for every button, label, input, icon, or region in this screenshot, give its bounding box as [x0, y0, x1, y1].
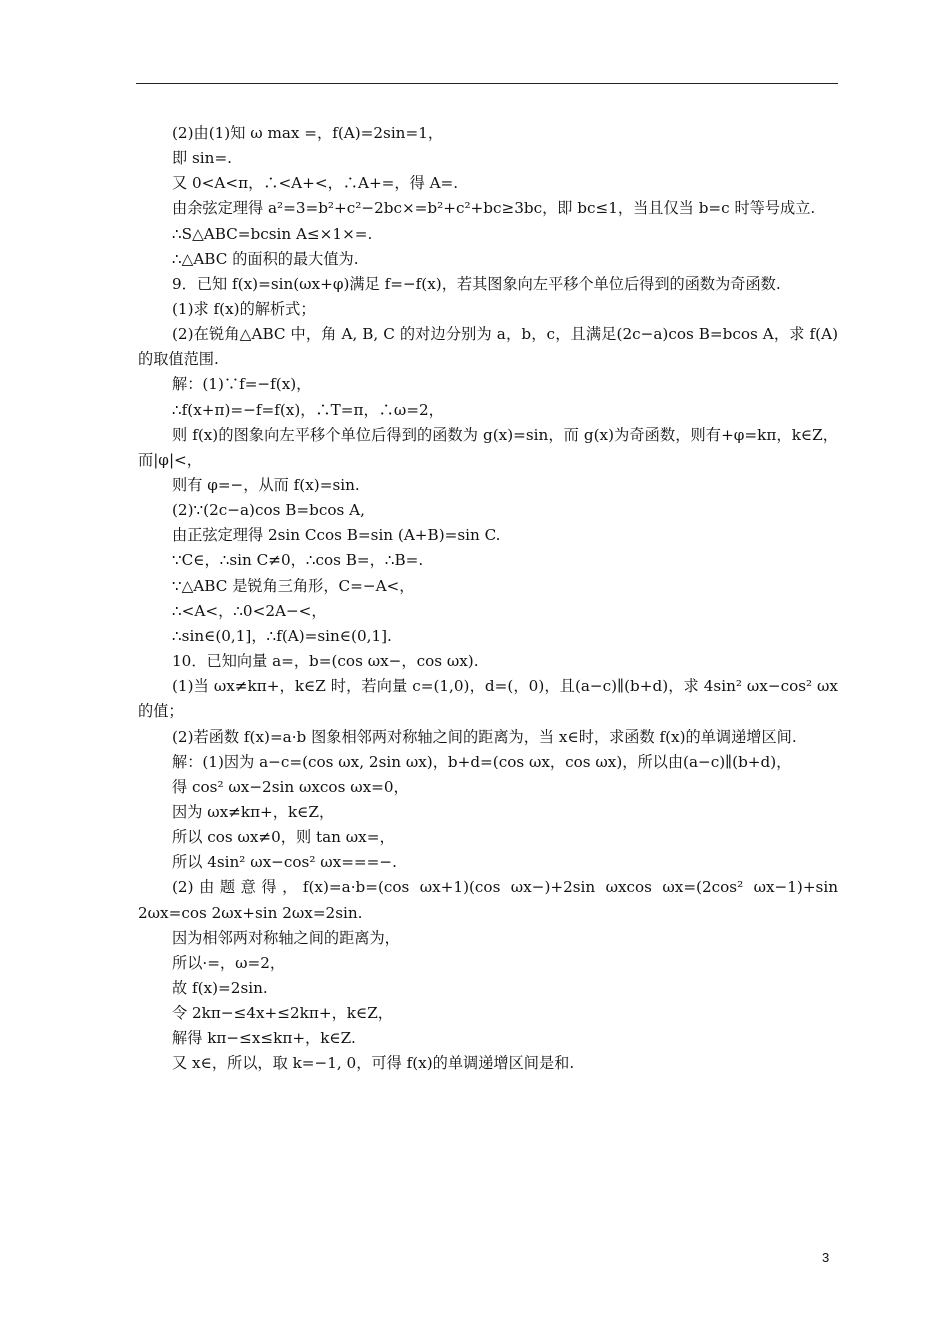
- text-line: ∵△ABC 是锐角三角形，C=−A<，: [172, 576, 415, 595]
- text-line: (2)∵(2c−a)cos B=bcos A,: [172, 501, 365, 520]
- text-line: 得 cos² ωx−2sin ωxcos ωx=0，: [172, 777, 409, 796]
- page-number: 3: [822, 1250, 830, 1265]
- text-line: ∴△ABC 的面积的最大值为.: [172, 249, 359, 268]
- text-line: 解得 kπ−≤x≤kπ+，k∈Z.: [172, 1029, 356, 1048]
- text-line: 所以 cos ωx≠0，则 tan ωx=，: [172, 828, 395, 847]
- text-line: ∴f(x+π)=−f=f(x)，∴T=π，∴ω=2，: [172, 400, 444, 419]
- solution-label: 解：(1)因为 a−c=(cos ωx, 2sin ωx)，b+d=(cos ωx，cos ωx)，所以由(a−c)∥(b+d)，: [172, 752, 792, 771]
- text-line: 由余弦定理得 a²=3=b²+c²−2bc×=b²+c²+bc≥3bc，即 bc≤1，当且仅当 b=c 时等号成立.: [172, 199, 816, 218]
- text-line: ∴sin∈(0,1]，∴f(A)=sin∈(0,1].: [172, 626, 392, 645]
- text-line: ∵C∈，∴sin C≠0，∴cos B=，∴B=.: [172, 551, 424, 570]
- problem-10-statement: 10．已知向量 a=，b=(cos ωx−，cos ωx).: [172, 652, 479, 671]
- text-line: 所以 4sin² ωx−cos² ωx===−.: [172, 853, 397, 872]
- text-line: 故 f(x)=2sin.: [172, 978, 268, 997]
- text-line: 则 f(x)的图象向左平移个单位后得到的函数为 g(x)=sin，而 g(x)为奇函数，则有+φ=kπ，k∈Z，而|φ|<，: [138, 425, 838, 469]
- text-line: 又 x∈，所以，取 k=−1, 0，可得 f(x)的单调递增区间是和.: [172, 1054, 575, 1073]
- text-line: 即 sin=.: [172, 149, 233, 168]
- text-line: 又 0<A<π，∴<A+<，∴A+=，得 A=.: [172, 174, 459, 193]
- text-line: 因为 ωx≠kπ+，k∈Z，: [172, 802, 335, 821]
- problem-9-statement: 9．已知 f(x)=sin(ωx+φ)满足 f=−f(x)，若其图象向左平移个单位后得到的函数为奇函数.: [172, 274, 781, 293]
- text-line: (2)由(1)知 ω max =，f(A)=2sin=1，: [172, 124, 444, 142]
- text-line: ∴<A<，∴0<2A−<，: [172, 601, 327, 620]
- solution-label: 解：(1)∵f=−f(x)，: [172, 375, 312, 394]
- text-line: 令 2kπ−≤4x+≤2kπ+，k∈Z，: [172, 1004, 393, 1023]
- text-line: (2)若函数 f(x)=a·b 图象相邻两对称轴之间的距离为，当 x∈时，求函数 f(x)的单调递增区间.: [172, 727, 797, 746]
- text-line: (2)由题意得，f(x)=a·b=(cos ωx+1)(cos ωx−)+2sin ωxcos ωx=(2cos² ωx−1)+sin 2ωx=cos 2ωx+sin 2ωx=2sin.: [138, 878, 838, 922]
- document-body: [138, 121, 838, 1077]
- text-line: (1)求 f(x)的解析式；: [172, 300, 316, 319]
- text-line: 由正弦定理得 2sin Ccos B=sin (A+B)=sin C.: [172, 526, 501, 545]
- text-line: 则有 φ=−，从而 f(x)=sin.: [172, 476, 360, 495]
- text-line: ∴S△ABC=bcsin A≤×1×=.: [172, 224, 373, 243]
- text-line: 因为相邻两对称轴之间的距离为，: [172, 928, 400, 947]
- text-line: (2)在锐角△ABC 中，角 A, B, C 的对边分别为 a，b，c，且满足(2c−a)cos B=bcos A，求 f(A)的取值范围.: [138, 325, 838, 369]
- header-rule: [136, 83, 838, 84]
- text-line: 所以·=，ω=2，: [172, 953, 286, 972]
- text-line: (1)当 ωx≠kπ+，k∈Z 时，若向量 c=(1,0)，d=(，0)，且(a−c)∥(b+d)，求 4sin² ωx−cos² ωx 的值；: [138, 677, 838, 721]
